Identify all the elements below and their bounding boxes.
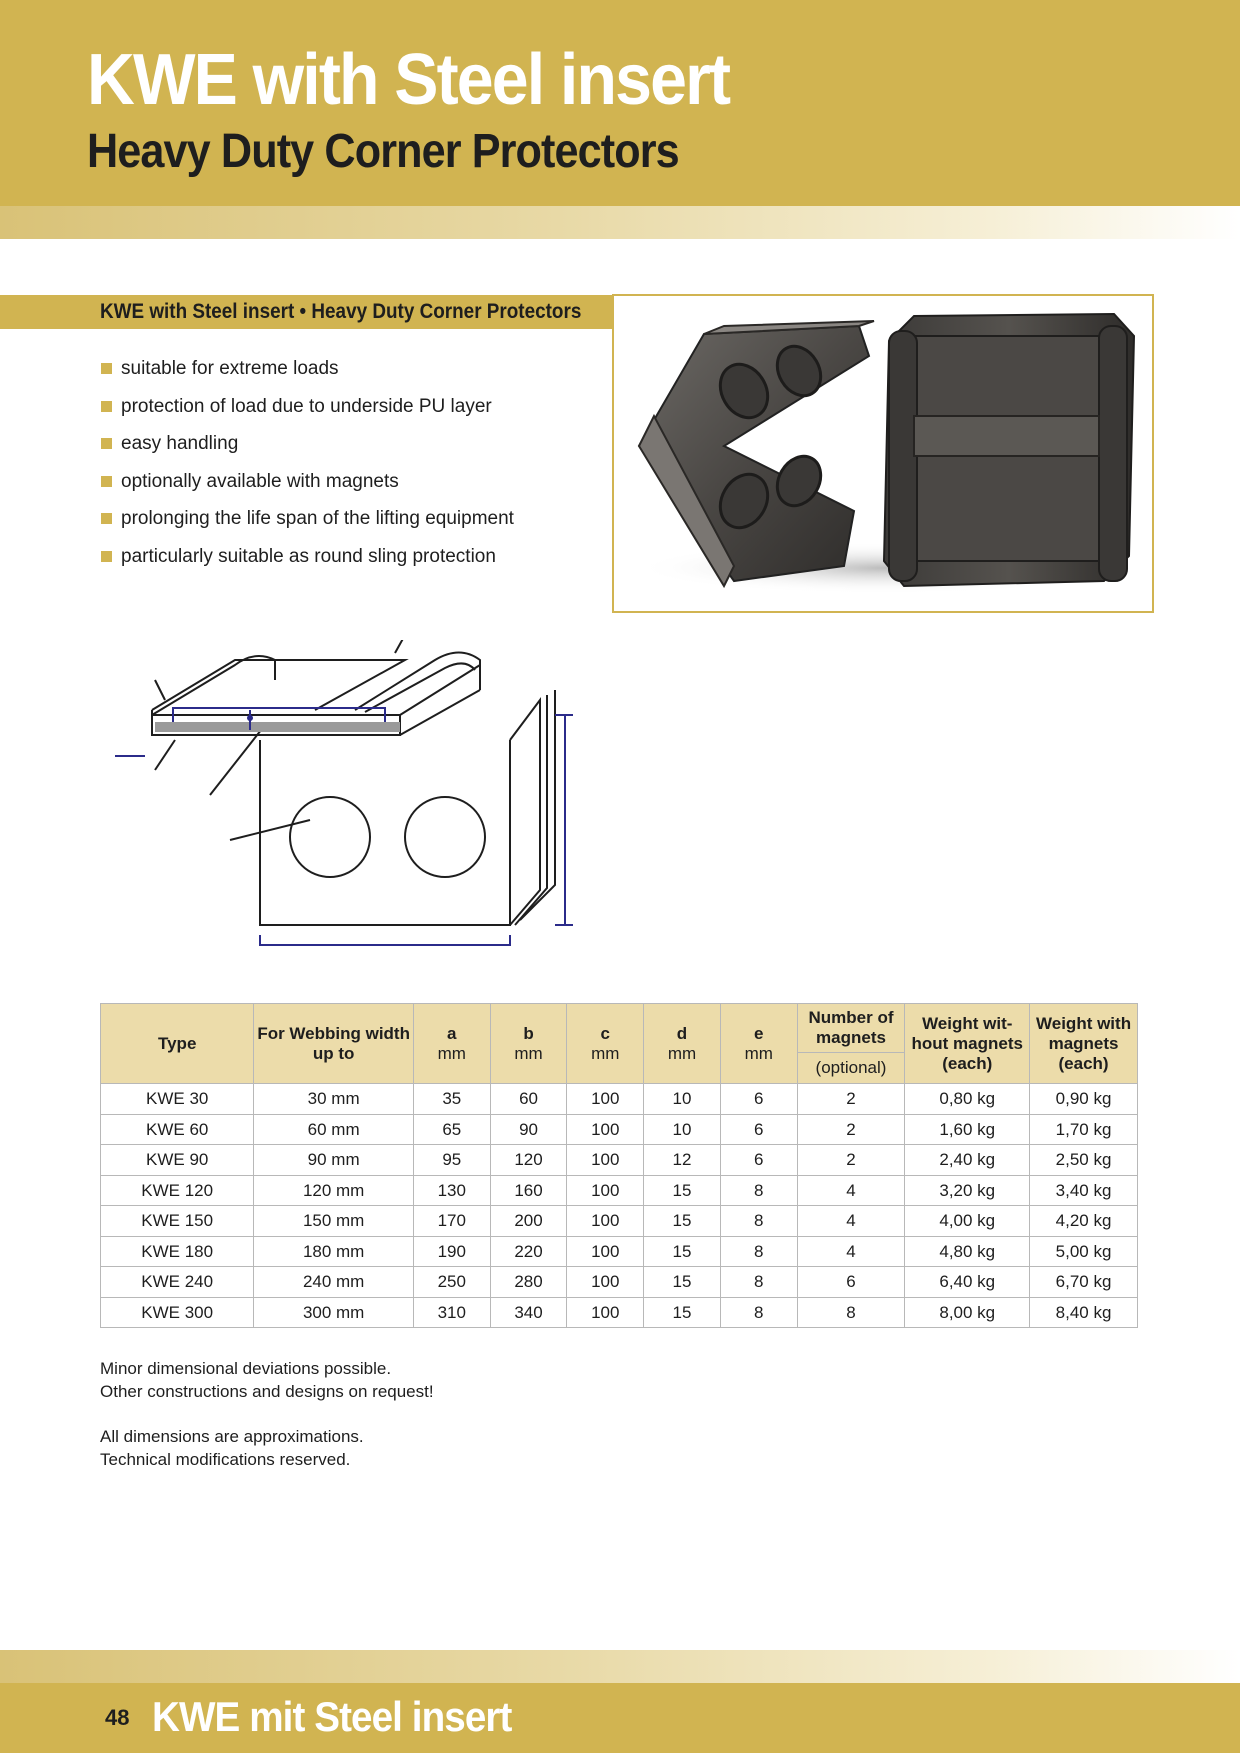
col-b-unit: mm [514, 1043, 543, 1063]
table-cell: KWE 120 [101, 1175, 254, 1206]
feature-text: suitable for extreme loads [121, 358, 339, 379]
table-cell: KWE 300 [101, 1297, 254, 1328]
table-cell: 10 [644, 1084, 721, 1115]
table-cell: 6 [720, 1084, 797, 1115]
table-cell: 10 [644, 1114, 721, 1145]
table-cell: 8,40 kg [1030, 1297, 1138, 1328]
table-cell: 4,20 kg [1030, 1206, 1138, 1237]
table-cell: 2 [797, 1145, 905, 1176]
table-cell: 2,50 kg [1030, 1145, 1138, 1176]
table-cell: 180 mm [254, 1236, 414, 1267]
table-row [101, 1297, 1138, 1328]
table-cell: 8 [720, 1236, 797, 1267]
table-cell: 30 mm [254, 1084, 414, 1115]
header-gradient-strip [0, 206, 1240, 239]
table-cell: 4 [797, 1175, 905, 1206]
feature-list [100, 350, 514, 575]
table-cell: 150 mm [254, 1206, 414, 1237]
table-cell: 100 [567, 1236, 644, 1267]
table-cell: 280 [490, 1267, 567, 1298]
footer-title: KWE mit Steel insert [152, 1693, 512, 1740]
note-line: Minor dimensional deviations possible. [100, 1359, 392, 1378]
table-cell: 8 [797, 1297, 905, 1328]
table-cell: 100 [567, 1145, 644, 1176]
table-cell: 2 [797, 1084, 905, 1115]
table-cell: 220 [490, 1236, 567, 1267]
table-cell: 15 [644, 1236, 721, 1267]
col-d-unit: mm [667, 1043, 697, 1063]
feature-item [100, 538, 514, 576]
table-cell: 4 [797, 1236, 905, 1267]
table-cell: 8 [720, 1267, 797, 1298]
table-cell: 15 [644, 1267, 721, 1298]
table-cell: 4 [797, 1206, 905, 1237]
table-cell: 0,80 kg [905, 1084, 1030, 1115]
table-row [101, 1114, 1138, 1145]
feature-text: particularly suitable as round sling protection [121, 545, 496, 567]
col-e-label: e [753, 1023, 764, 1043]
table-cell: 100 [567, 1175, 644, 1206]
table-cell: 90 mm [254, 1145, 414, 1176]
table-cell: 3,20 kg [905, 1175, 1030, 1206]
note-line: Other constructions and designs on request! [100, 1382, 434, 1401]
col-magnets-optional: (optional) [797, 1053, 905, 1084]
table-cell: 120 mm [254, 1175, 414, 1206]
table-cell: 90 [490, 1114, 567, 1145]
bullet-square-icon [101, 438, 112, 449]
table-cell: 6 [720, 1114, 797, 1145]
bullet-square-icon [101, 551, 112, 562]
feature-text: optionally available with magnets [121, 470, 399, 492]
table-row [101, 1206, 1138, 1237]
table-cell: 6,70 kg [1030, 1267, 1138, 1298]
corner-protector-photo-icon [614, 296, 1152, 611]
feature-item [100, 463, 514, 501]
page-subtitle: Heavy Duty Corner Protectors [87, 125, 679, 178]
table-cell: KWE 90 [101, 1145, 254, 1176]
table-cell: 0,90 kg [1030, 1084, 1138, 1115]
feature-item [100, 500, 514, 538]
table-cell: 310 [413, 1297, 490, 1328]
table-cell: 4,00 kg [905, 1206, 1030, 1237]
feature-item [100, 425, 514, 463]
corner-protector-diagram-icon [115, 640, 575, 950]
col-a-label: a [447, 1023, 457, 1043]
col-a-unit: mm [437, 1043, 466, 1063]
table-cell: 340 [490, 1297, 567, 1328]
table-cell: 100 [567, 1114, 644, 1145]
col-b-label: b [523, 1023, 534, 1043]
bullet-square-icon [101, 401, 112, 412]
table-cell: KWE 240 [101, 1267, 254, 1298]
feature-item [100, 350, 514, 388]
section-title: KWE with Steel insert • Heavy Duty Corner Protectors [100, 300, 582, 323]
table-cell: 4,80 kg [905, 1236, 1030, 1267]
table-row [101, 1175, 1138, 1206]
table-cell: 8 [720, 1206, 797, 1237]
note-line: All dimensions are approximations. [100, 1427, 364, 1446]
col-e-unit: mm [744, 1043, 773, 1063]
bullet-square-icon [101, 476, 112, 487]
feature-text: easy handling [121, 433, 239, 454]
table-cell: 65 [413, 1114, 490, 1145]
table-cell: 100 [567, 1084, 644, 1115]
table-cell: 8 [720, 1297, 797, 1328]
table-cell: 8,00 kg [905, 1297, 1030, 1328]
table-cell: 95 [413, 1145, 490, 1176]
col-type: Type [101, 1004, 254, 1084]
col-magnets: Number of magnets [797, 1004, 905, 1053]
table-cell: 1,60 kg [905, 1114, 1030, 1145]
footer-gradient-strip [0, 1650, 1240, 1683]
bullet-square-icon [101, 363, 112, 374]
table-header-row [101, 1004, 1138, 1053]
table-cell: 300 mm [254, 1297, 414, 1328]
col-e [720, 1004, 797, 1084]
col-weight-without: Weight wit-hout magnets (each) [905, 1004, 1030, 1084]
table-cell: 5,00 kg [1030, 1236, 1138, 1267]
table-cell: 200 [490, 1206, 567, 1237]
feature-item [100, 388, 514, 426]
table-cell: 190 [413, 1236, 490, 1267]
col-c-label: c [600, 1023, 610, 1043]
col-d-label: d [676, 1023, 688, 1043]
table-cell: KWE 150 [101, 1206, 254, 1237]
col-webbing: For Webbing width up to [254, 1004, 414, 1084]
table-cell: 15 [644, 1297, 721, 1328]
feature-text: protection of load due to underside PU layer [121, 395, 492, 417]
table-cell: 250 [413, 1267, 490, 1298]
table-body [101, 1084, 1138, 1328]
col-c-unit: mm [591, 1043, 620, 1063]
table-cell: 100 [567, 1297, 644, 1328]
table-row [101, 1267, 1138, 1298]
col-a [413, 1004, 490, 1084]
technical-drawing [115, 640, 575, 950]
table-cell: 2 [797, 1114, 905, 1145]
table-cell: 130 [413, 1175, 490, 1206]
table-row [101, 1084, 1138, 1115]
feature-text: prolonging the life span of the lifting equipment [121, 508, 514, 529]
page-title: KWE with Steel insert [87, 40, 730, 120]
table-cell: 60 mm [254, 1114, 414, 1145]
product-photo [612, 294, 1154, 613]
col-b [490, 1004, 567, 1084]
table-cell: 6,40 kg [905, 1267, 1030, 1298]
table-cell: 100 [567, 1206, 644, 1237]
table-cell: 15 [644, 1175, 721, 1206]
table-cell: 35 [413, 1084, 490, 1115]
col-weight-with: Weight with magnets (each) [1030, 1004, 1138, 1084]
table-cell: 15 [644, 1206, 721, 1237]
table-row [101, 1236, 1138, 1267]
table-cell: 6 [720, 1145, 797, 1176]
table-cell: 100 [567, 1267, 644, 1298]
table-cell: KWE 30 [101, 1084, 254, 1115]
table-cell: 6 [797, 1267, 905, 1298]
table-cell: 8 [720, 1175, 797, 1206]
table-cell: 1,70 kg [1030, 1114, 1138, 1145]
note-line: Technical modifications reserved. [100, 1450, 351, 1469]
col-d [644, 1004, 721, 1084]
table-row [101, 1145, 1138, 1176]
table-cell: KWE 180 [101, 1236, 254, 1267]
table-cell: 12 [644, 1145, 721, 1176]
table-cell: 240 mm [254, 1267, 414, 1298]
table-cell: 60 [490, 1084, 567, 1115]
table-cell: 160 [490, 1175, 567, 1206]
table-cell: KWE 60 [101, 1114, 254, 1145]
table-cell: 170 [413, 1206, 490, 1237]
specifications-table [100, 1003, 1138, 1328]
notes [100, 1357, 434, 1471]
col-c [567, 1004, 644, 1084]
table-cell: 2,40 kg [905, 1145, 1030, 1176]
bullet-square-icon [101, 513, 112, 524]
page-number: 48 [105, 1705, 130, 1730]
table-cell: 3,40 kg [1030, 1175, 1138, 1206]
table-cell: 120 [490, 1145, 567, 1176]
